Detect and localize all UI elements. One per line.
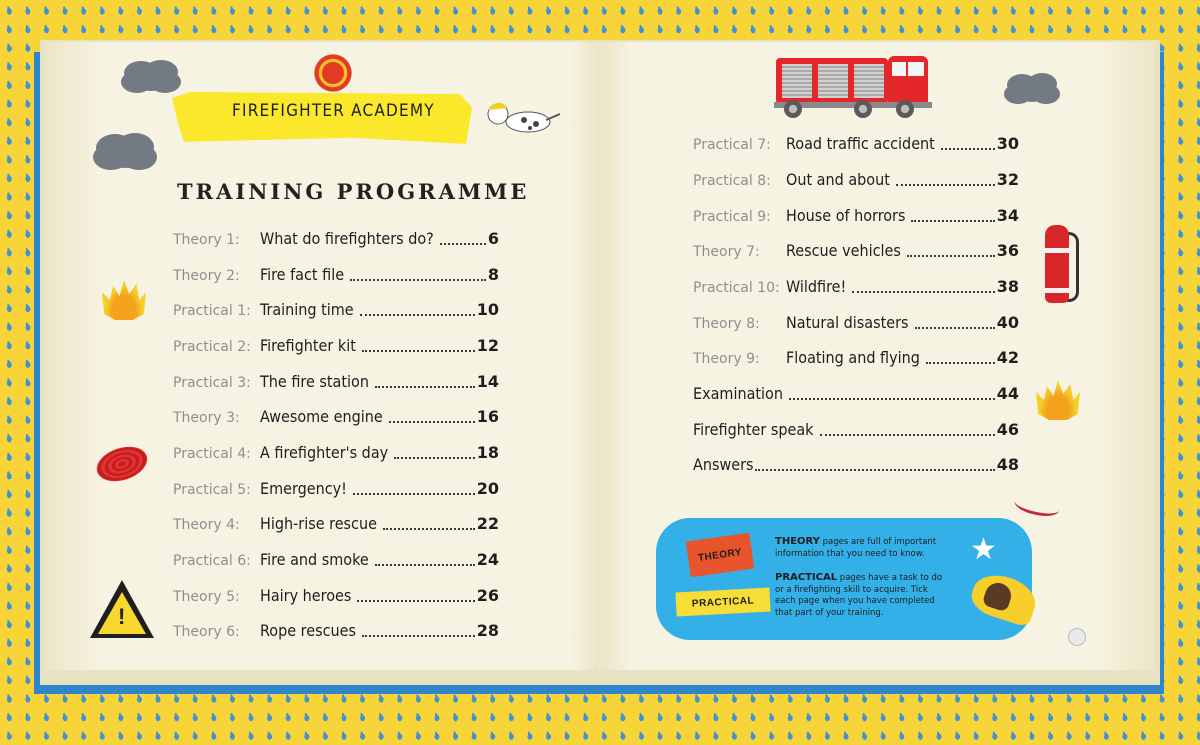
toc-item-page: 16 (476, 407, 499, 426)
extinguisher-band (1045, 248, 1069, 253)
toc-item-kind: Theory 3: (173, 410, 240, 426)
toc-item[interactable] (693, 420, 1019, 444)
toc-leader-dots (362, 634, 475, 637)
toc-item-title: Wildfire! (786, 277, 847, 296)
toc-item-page: 6 (487, 229, 499, 248)
toc-item-kind: Practical 10: (693, 280, 780, 296)
toc-item[interactable] (173, 550, 499, 574)
wheel-icon (896, 100, 914, 118)
toc-item[interactable] (693, 384, 1019, 408)
wheel-icon (854, 100, 872, 118)
wheel-icon (784, 100, 802, 118)
toc-leader-dots (915, 326, 995, 329)
toc-item-title: Firefighter kit (260, 336, 356, 355)
toc-leader-dots (362, 349, 475, 352)
toc-leader-dots (440, 242, 486, 245)
toc-item-page: 24 (476, 550, 499, 569)
truck-shutter (782, 64, 812, 98)
toc-leader-dots (353, 492, 475, 495)
toc-item[interactable] (173, 300, 499, 324)
toc-item-kind: Theory 8: (693, 316, 760, 332)
truck-shutter (818, 64, 848, 98)
toc-leader-dots (755, 468, 995, 471)
toc-leader-dots (896, 183, 995, 186)
toc-item-title: House of horrors (786, 206, 906, 225)
toc-item-page: 42 (996, 348, 1019, 367)
toc-item-page: 20 (476, 479, 499, 498)
toc-item-kind: Practical 7: (693, 137, 771, 153)
toc-leader-dots (926, 361, 995, 364)
truck-window (892, 62, 906, 76)
toc-item-kind: Practical 3: (173, 375, 251, 391)
toc-item[interactable] (693, 134, 1019, 158)
toc-item-title: What do firefighters do? (260, 229, 434, 248)
toc-item-title: Hairy heroes (260, 586, 352, 605)
toc-item-kind: Theory 7: (693, 244, 760, 260)
toc-item-title: Training time (260, 300, 354, 319)
toc-item[interactable] (173, 621, 499, 645)
toc-item-kind: Theory 4: (173, 517, 240, 533)
toc-item-page: 40 (996, 313, 1019, 332)
toc-item-title: Fire and smoke (260, 550, 369, 569)
toc-item-kind: Theory 1: (173, 232, 240, 248)
section-title: TRAINING PROGRAMME (177, 179, 530, 204)
toc-item[interactable] (173, 229, 499, 253)
toc-item[interactable] (693, 348, 1019, 372)
toc-item-title: Natural disasters (786, 313, 909, 332)
toc-item-kind: Practical 2: (173, 339, 251, 355)
toc-item-title: Examination (693, 384, 783, 403)
toc-item-title: Fire fact file (260, 265, 345, 284)
toc-item-title: Out and about (786, 170, 890, 189)
toc-item-title: The fire station (260, 372, 369, 391)
toc-leader-dots (820, 433, 995, 436)
toc-item[interactable] (173, 336, 499, 360)
extinguisher-band (1045, 288, 1069, 293)
toc-leader-dots (375, 385, 475, 388)
toc-item[interactable] (173, 586, 499, 610)
toc-item-page: 12 (476, 336, 499, 355)
toc-leader-dots (357, 599, 474, 602)
toc-item[interactable] (173, 514, 499, 538)
toc-item-kind: Practical 5: (173, 482, 251, 498)
toc-item-kind: Practical 4: (173, 446, 251, 462)
toc-leader-dots (394, 456, 475, 459)
theory-tag: THEORY (686, 533, 754, 578)
toc-leader-dots (383, 527, 475, 530)
toc-leader-dots (360, 313, 475, 316)
mouse-icon (1068, 628, 1086, 646)
toc-item-title: Floating and flying (786, 348, 920, 367)
fire-badge-icon (314, 54, 352, 92)
truck-window (908, 62, 924, 76)
practical-tag: PRACTICAL (675, 588, 770, 617)
toc-leader-dots (852, 290, 994, 293)
theory-description (775, 536, 950, 560)
toc-item-title: Awesome engine (260, 407, 383, 426)
toc-item[interactable] (693, 206, 1019, 230)
toc-leader-dots (941, 147, 995, 150)
toc-item-page: 8 (487, 265, 499, 284)
toc-item[interactable] (693, 170, 1019, 194)
toc-item-title: Emergency! (260, 479, 347, 498)
toc-item-title: Firefighter speak (693, 420, 814, 439)
toc-item-page: 26 (476, 586, 499, 605)
toc-item[interactable] (693, 455, 1019, 479)
toc-item[interactable] (173, 443, 499, 467)
dalmatian-dog-icon (484, 98, 564, 138)
toc-item-title: A firefighter's day (260, 443, 389, 462)
toc-item-page: 38 (996, 277, 1019, 296)
toc-item[interactable] (693, 241, 1019, 265)
toc-item-page: 22 (476, 514, 499, 533)
toc-leader-dots (350, 278, 486, 281)
toc-item-page: 28 (476, 621, 499, 640)
toc-item[interactable] (693, 277, 1019, 301)
toc-item-page: 36 (996, 241, 1019, 260)
toc-item-kind: Theory 2: (173, 268, 240, 284)
cloud-icon (1016, 78, 1048, 102)
toc-item[interactable] (173, 407, 499, 431)
toc-item-page: 14 (476, 372, 499, 391)
practical-text: pages have a task to do or a firefighting skill to acquire. Tick each page when you have completed that part of your training. (775, 573, 943, 618)
practical-description (775, 572, 950, 619)
toc-leader-dots (389, 420, 475, 423)
toc-leader-dots (907, 254, 995, 257)
toc-leader-dots (375, 563, 475, 566)
book-spine (598, 42, 602, 672)
banner-title: FIREFIGHTER ACADEMY (232, 101, 435, 121)
toc-item-title: Road traffic accident (786, 134, 935, 153)
exclamation-mark: ! (118, 604, 126, 629)
toc-item-kind: Practical 9: (693, 209, 771, 225)
toc-leader-dots (789, 397, 995, 400)
toc-item-page: 46 (996, 420, 1019, 439)
toc-item-kind: Theory 5: (173, 589, 240, 605)
toc-item-page: 32 (996, 170, 1019, 189)
toc-item-page: 18 (476, 443, 499, 462)
toc-item[interactable] (693, 313, 1019, 337)
toc-item-title: Rescue vehicles (786, 241, 901, 260)
toc-item-kind: Practical 8: (693, 173, 771, 189)
cloud-icon (105, 138, 145, 168)
cloud-icon (133, 65, 169, 91)
toc-item-page: 10 (476, 300, 499, 319)
toc-item-kind: Theory 9: (693, 351, 760, 367)
truck-shutter (854, 64, 884, 98)
toc-item-kind: Practical 6: (173, 553, 251, 569)
toc-leader-dots (911, 219, 994, 222)
toc-item[interactable] (173, 479, 499, 503)
toc-item-page: 30 (996, 134, 1019, 153)
toc-item-title: Rope rescues (260, 621, 356, 640)
toc-item-title: High-rise rescue (260, 514, 377, 533)
toc-item-title: Answers (693, 455, 754, 474)
toc-item-page: 48 (996, 455, 1019, 474)
star-icon: ★ (970, 533, 997, 566)
theory-text: pages are full of important information that you need to know. (775, 537, 937, 559)
toc-item-page: 44 (996, 384, 1019, 403)
toc-item[interactable] (173, 265, 499, 289)
practical-keyword: PRACTICAL (775, 572, 838, 583)
toc-item[interactable] (173, 372, 499, 396)
toc-item-kind: Theory 6: (173, 624, 240, 640)
toc-item-page: 34 (996, 206, 1019, 225)
toc-item-kind: Practical 1: (173, 303, 251, 319)
theory-keyword: THEORY (775, 536, 820, 547)
